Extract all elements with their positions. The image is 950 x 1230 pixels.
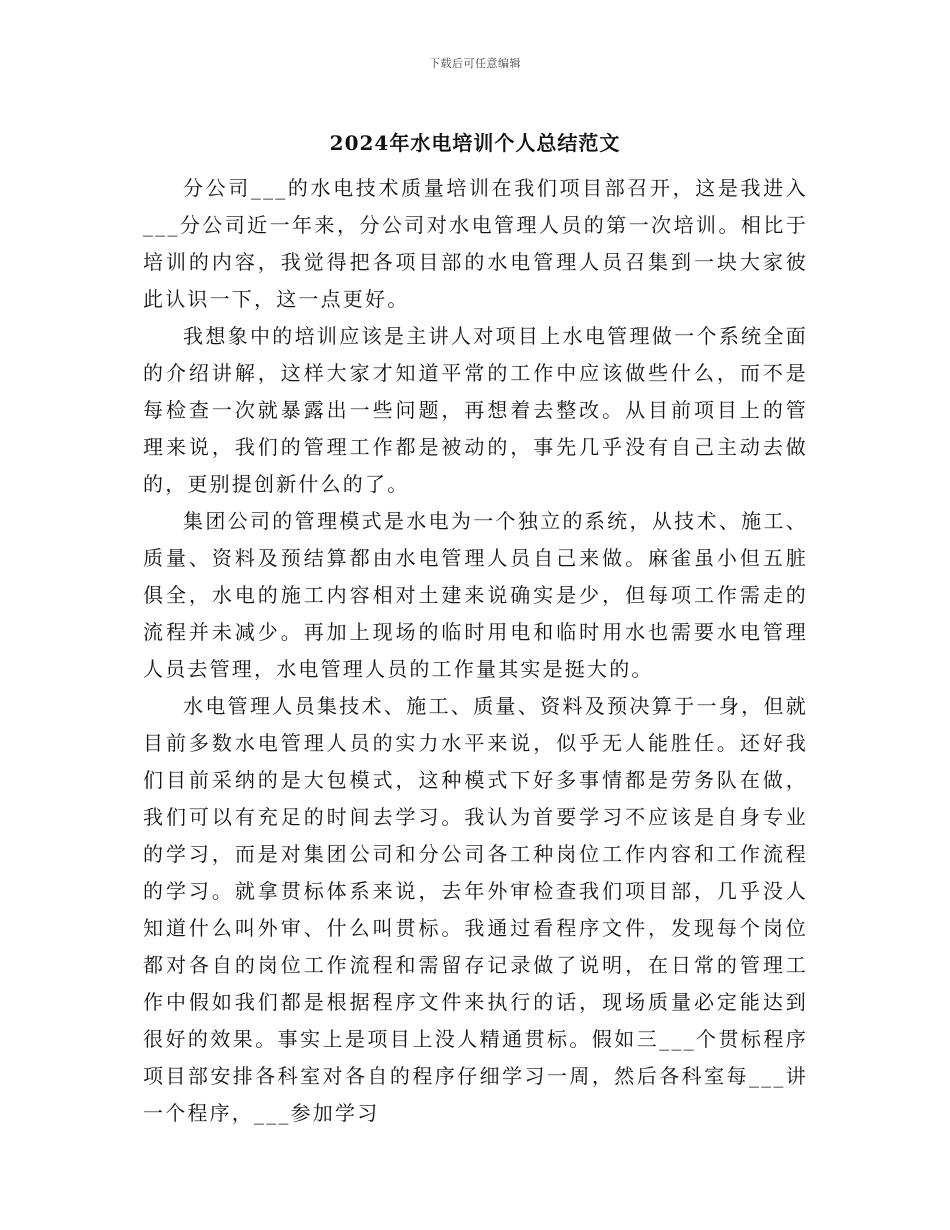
paragraph-1: 分公司___的水电技术质量培训在我们项目部召开，这是我进入___分公司近一年来，分公司对水电管理人员的第一次培训。相比于培训的内容，我觉得把各项目部的水电管理人员召集到一块大家彼此认识一下，这一点更好。 xyxy=(143,176,808,311)
paragraph-4: 水电管理人员集技术、施工、质量、资料及预决算于一身，但就目前多数水电管理人员的实力水平来说，似乎无人能胜任。还好我们目前采纳的是大包模式，这种模式下好多事情都是劳务队在做，我们可以有充足的时间去学习。我认为首要学习不应该是自身专业的学习，而是对集团公司和分公司各工种岗位工作内容和工作流程的学习。就拿贯标体系来说，去年外审检查我们项目部，几乎没人知道什么叫外审、什么叫贯标。我通过看程序文件，发现每个岗位都对各自的岗位工作流程和需留存记录做了说明，在日常的管理工作中假如我们都是根据程序文件来执行的话，现场质量必定能达到很好的效果。事实上是项目上没人精通贯标。假如三___个贯标程序项目部安排各科室对各自的程序仔细学习一周，然后各科室每___讲一个程序，___参加学习 xyxy=(143,694,808,1125)
paragraph-2: 我想象中的培训应该是主讲人对项目上水电管理做一个系统全面的介绍讲解，这样大家才知道平常的工作中应该做些什么，而不是每检查一次就暴露出一些问题，再想着去整改。从目前项目上的管理来说，我们的管理工作都是被动的，事先几乎没有自己主动去做的，更别提创新什么的了。 xyxy=(143,324,808,496)
header-note: 下载后可任意编辑 xyxy=(429,57,521,70)
document-body xyxy=(143,170,808,1132)
paragraph-3: 集团公司的管理模式是水电为一个独立的系统，从技术、施工、质量、资料及预结算都由水电管理人员自己来做。麻雀虽小但五脏俱全，水电的施工内容相对土建来说确实是少，但每项工作需走的流程并未减少。再加上现场的临时用电和临时用水也需要水电管理人员去管理，水电管理人员的工作量其实是挺大的。 xyxy=(143,509,808,681)
document-title: 2024年水电培训个人总结范文 xyxy=(329,131,621,155)
